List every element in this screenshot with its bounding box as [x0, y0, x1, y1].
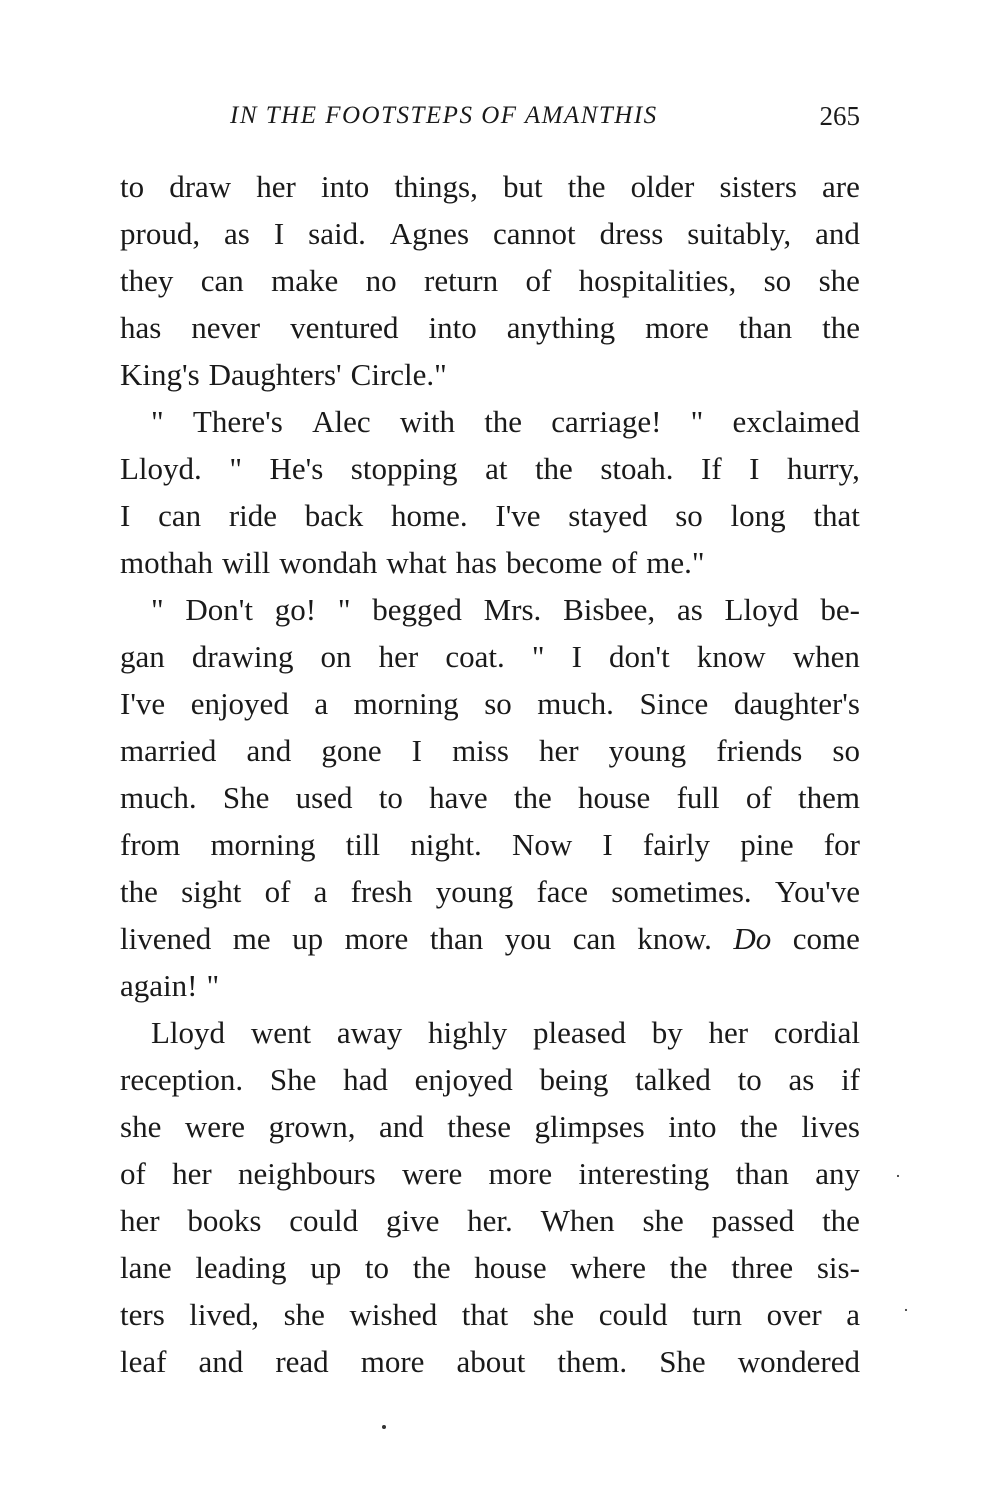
running-head	[120, 96, 860, 136]
text-line: again! "	[120, 968, 220, 1003]
footer-speck	[382, 1425, 386, 1429]
text-line: proud, as I said. Agnes cannot dress suitably, and	[120, 216, 860, 251]
text-line: reception. She had enjoyed being talked to as if	[120, 1062, 860, 1097]
text-line: livened me up more than you can know. Do come	[120, 921, 860, 956]
text-line: I can ride back home. I've stayed so long that	[120, 498, 860, 533]
running-title: IN THE FOOTSTEPS OF AMANTHIS	[230, 102, 658, 129]
text-line: to draw her into things, but the older sisters are	[120, 169, 860, 204]
text-line: she were grown, and these glimpses into the lives	[120, 1109, 860, 1144]
text-line: has never ventured into anything more than the	[120, 310, 860, 345]
text-line: Lloyd. " He's stopping at the stoah. If I hurry,	[120, 451, 860, 486]
text-line: much. She used to have the house full of them	[120, 780, 860, 815]
margin-speck: ·	[903, 1300, 909, 1320]
text-line: her books could give her. When she passed the	[120, 1203, 860, 1238]
text-line: lane leading up to the house where the three sis-	[120, 1250, 860, 1285]
text-line: mothah will wondah what has become of me."	[120, 545, 705, 580]
text-line: King's Daughters' Circle."	[120, 357, 447, 392]
text-line: I've enjoyed a morning so much. Since daughter's	[120, 686, 860, 721]
text-line: leaf and read more about them. She wondered	[120, 1344, 860, 1379]
text-line: Lloyd went away highly pleased by her cordial	[151, 1015, 860, 1050]
text-line: " There's Alec with the carriage! " exclaimed	[151, 404, 860, 439]
text-line: ters lived, she wished that she could turn over a	[120, 1297, 860, 1332]
text-line: gan drawing on her coat. " I don't know when	[120, 639, 860, 674]
text-line: of her neighbours were more interesting than any	[120, 1156, 860, 1191]
text-line: " Don't go! " begged Mrs. Bisbee, as Lloyd be-	[151, 592, 860, 627]
text-line: they can make no return of hospitalities, so she	[120, 263, 860, 298]
text-line: married and gone I miss her young friends so	[120, 733, 860, 768]
page-number: 265	[819, 101, 860, 131]
body-text	[120, 163, 860, 1385]
text-line: from morning till night. Now I fairly pine for	[120, 827, 860, 862]
margin-speck: ·	[895, 1166, 901, 1186]
text-line: the sight of a fresh young face sometimes. You've	[120, 874, 860, 909]
